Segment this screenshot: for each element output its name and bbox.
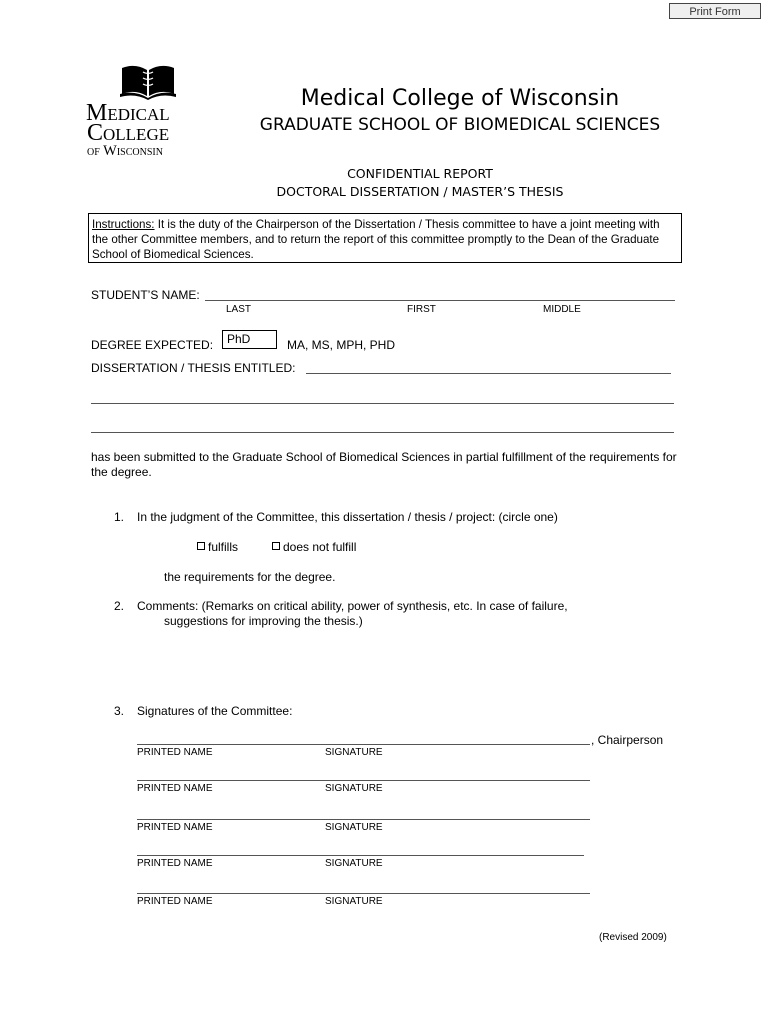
committee-signature-line[interactable] bbox=[137, 780, 590, 781]
college-logo bbox=[86, 62, 210, 158]
printed-name-caption: PRINTED NAME bbox=[137, 747, 213, 758]
submission-statement: has been submitted to the Graduate School of Biomedical Sciences in partial fulfillment of the requirements for the degree. bbox=[91, 450, 677, 479]
report-type: DOCTORAL DISSERTATION / MASTER’S THESIS bbox=[276, 184, 564, 199]
school-title: GRADUATE SCHOOL OF BIOMEDICAL SCIENCES bbox=[259, 115, 661, 135]
printed-name-caption: PRINTED NAME bbox=[137, 858, 213, 869]
signature-caption: SIGNATURE bbox=[325, 822, 383, 833]
committee-signature-line[interactable] bbox=[137, 819, 590, 820]
middle-name-caption: MIDDLE bbox=[543, 304, 581, 315]
item-1-tail: the requirements for the degree. bbox=[164, 570, 336, 584]
checkbox-icon bbox=[197, 542, 205, 550]
item-2-number: 2. bbox=[114, 599, 125, 613]
logo-line-college: College bbox=[87, 120, 170, 146]
option-does-not-fulfill-label: does not fulfill bbox=[283, 540, 357, 554]
logo-line-wisconsin: of Wisconsin bbox=[87, 143, 163, 159]
item-3-text: Signatures of the Committee: bbox=[137, 704, 293, 718]
chairperson-signature-line[interactable] bbox=[137, 744, 590, 745]
option-does-not-fulfill[interactable] bbox=[272, 540, 356, 554]
checkbox-icon bbox=[272, 542, 280, 550]
option-fulfills-label: fulfills bbox=[208, 540, 239, 554]
first-name-caption: FIRST bbox=[407, 304, 436, 315]
print-form-button[interactable]: Print Form bbox=[669, 3, 761, 19]
signature-caption: SIGNATURE bbox=[325, 747, 383, 758]
item-2-line-2: suggestions for improving the thesis.) bbox=[164, 614, 363, 628]
instructions-text: It is the duty of the Chairperson of the Dissertation / Thesis committee to have a joint meeting with the other Committee members, and to return the report of this committee promptly to the Dean of the Graduate School of Biomedical Sciences. bbox=[92, 218, 660, 261]
item-1-number: 1. bbox=[114, 510, 125, 524]
printed-name-caption: PRINTED NAME bbox=[137, 783, 213, 794]
last-name-caption: LAST bbox=[226, 304, 252, 315]
item-2-line-1: Comments: (Remarks on critical ability, power of synthesis, etc. In case of failure, bbox=[137, 599, 568, 613]
signature-caption: SIGNATURE bbox=[325, 858, 383, 869]
instructions-box bbox=[88, 213, 682, 263]
degree-expected-field[interactable]: PhD bbox=[222, 330, 277, 349]
committee-signature-line[interactable] bbox=[137, 893, 590, 894]
committee-signature-line[interactable] bbox=[137, 855, 584, 856]
degree-options: MA, MS, MPH, PHD bbox=[287, 338, 396, 352]
printed-name-caption: PRINTED NAME bbox=[137, 896, 213, 907]
book-caduceus-icon bbox=[119, 62, 177, 100]
student-name-label: STUDENT’S NAME: bbox=[91, 288, 200, 302]
option-fulfills[interactable] bbox=[197, 540, 238, 554]
dissertation-label: DISSERTATION / THESIS ENTITLED: bbox=[91, 361, 296, 375]
chairperson-suffix: , Chairperson bbox=[591, 733, 664, 747]
item-3-number: 3. bbox=[114, 704, 125, 718]
item-1-text: In the judgment of the Committee, this dissertation / thesis / project: (circle one) bbox=[137, 510, 558, 524]
signature-caption: SIGNATURE bbox=[325, 896, 383, 907]
degree-label: DEGREE EXPECTED: bbox=[91, 338, 214, 352]
dissertation-title-line-2[interactable] bbox=[91, 403, 674, 404]
printed-name-caption: PRINTED NAME bbox=[137, 822, 213, 833]
report-title: CONFIDENTIAL REPORT bbox=[347, 166, 493, 181]
student-name-line[interactable] bbox=[205, 300, 675, 301]
dissertation-title-line-1[interactable] bbox=[306, 373, 671, 374]
dissertation-title-line-3[interactable] bbox=[91, 432, 674, 433]
revision-note: (Revised 2009) bbox=[599, 932, 667, 943]
signature-caption: SIGNATURE bbox=[325, 783, 383, 794]
logo-line-medical: Medical bbox=[86, 100, 170, 126]
instructions-label: Instructions: bbox=[92, 218, 155, 231]
college-title: Medical College of Wisconsin bbox=[300, 86, 620, 111]
